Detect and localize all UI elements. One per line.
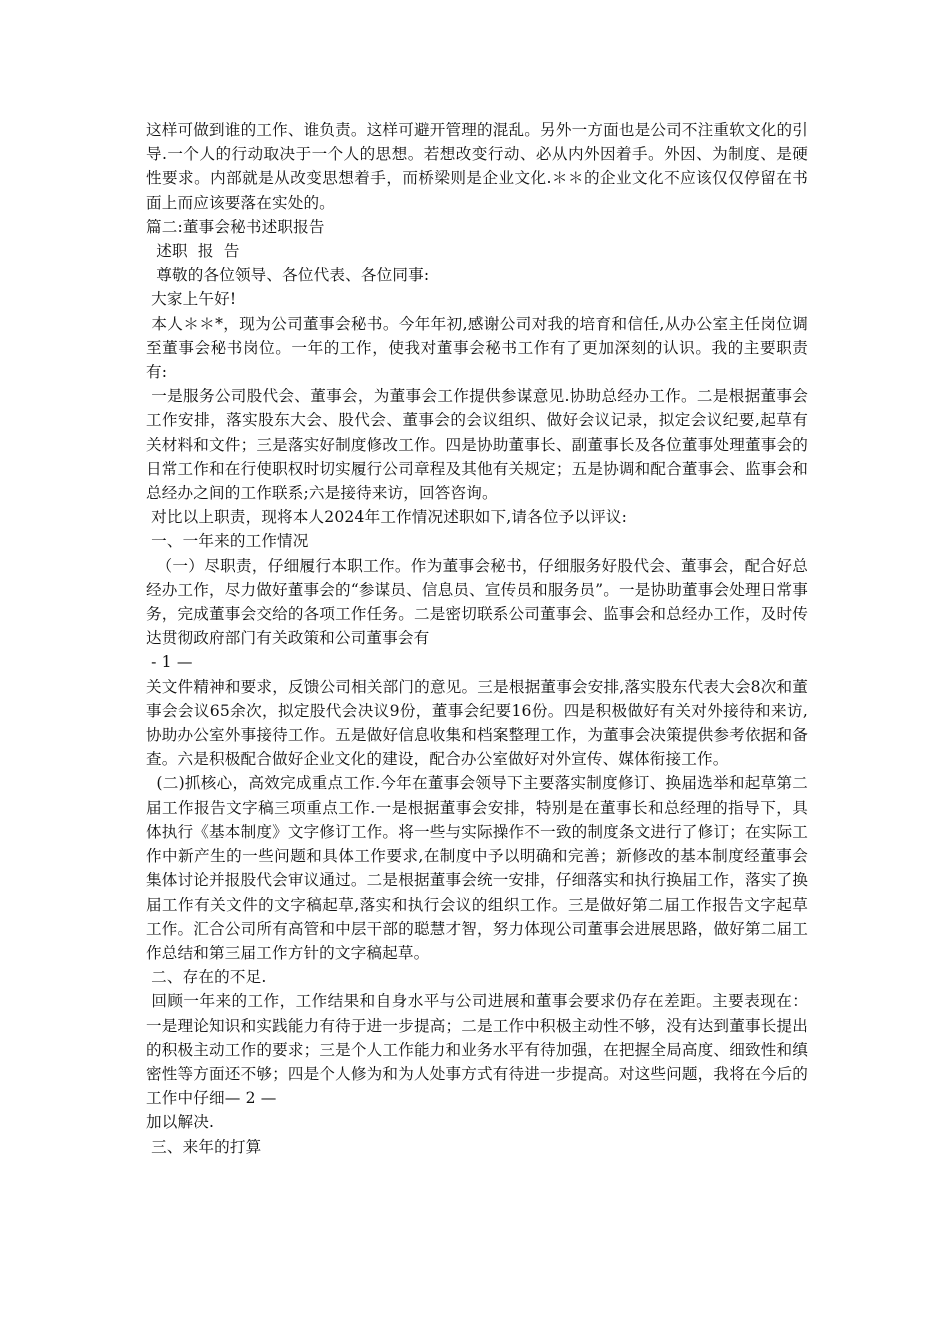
heading-shortcomings: 二、存在的不足.: [146, 968, 267, 987]
greeting: 大家上午好!: [146, 290, 237, 309]
report-title: 述职 报 告: [146, 242, 240, 261]
section-title: 篇二:董事会秘书述职报告: [146, 217, 325, 236]
paragraph-resolve: 加以解决.: [146, 1113, 215, 1132]
document-body: [146, 118, 808, 1159]
paragraph-review-intro: 对比以上职责，现将本人2024年工作情况述职如下,请各位予以评议:: [146, 508, 627, 527]
paragraph-shortcomings: 回顾一年来的工作，工作结果和自身水平与公司进展和董事会要求仍存在差距。主要表现在：一是理论知识和实践能力有待于进一步提高；二是工作中积极主动性不够，没有达到董事长提出的积极主动工作的要求；三是个人工作能力和业务水平有待加强，在把握全局高度、细致性和缜密性等方面还不够；四是个人修为和为人处事方式有待进一步提高。对这些问题，我将在今后的工作中仔细— 2 —: [146, 992, 808, 1108]
paragraph-duty-fulfillment-cont: 关文件精神和要求，反馈公司相关部门的意见。三是根据董事会安排,落实股东代表大会8次和董事会会议65余次，拟定股代会决议9份，董事会纪要16份。四是积极做好有关对外接待和来访,协助办公室外事接待工作。五是做好信息收集和档案整理工作，为董事会决策提供参考依据和备查。六是积极配合做好企业文化的建设，配合办公室做好对外宣传、媒体衔接工作。: [146, 677, 808, 769]
heading-work-status: 一、一年来的工作情况: [146, 532, 309, 551]
paragraph-key-work: (二)抓核心，高效完成重点工作.今年在董事会领导下主要落实制度修订、换届选举和起草第二届工作报告文字稿三项重点工作.一是根据董事会安排，特别是在董事长和总经理的指导下，具体执行《基本制度》文字修订工作。将一些与实际操作不一致的制度条文进行了修订；在实际工作中新产生的一些问题和具体工作要求,在制度中予以明确和完善；新修改的基本制度经董事会集体讨论并报股代会审议通过。二是根据董事会统一安排，仔细落实和执行换届工作，落实了换届工作有关文件的文字稿起草,落实和执行会议的组织工作。三是做好第二届工作报告文字起草工作。汇合公司所有高管和中层干部的聪慧才智，努力体现公司董事会进展思路，做好第二届工作总结和第三届工作方针的文字稿起草。: [146, 774, 808, 962]
page-number-1: - 1 —: [146, 653, 193, 672]
paragraph-duties: 一是服务公司股代会、董事会，为董事会工作提供参谋意见.协助总经办工作。二是根据董事会工作安排，落实股东大会、股代会、董事会的会议组织、做好会议记录，拟定会议纪要,起草有关材料和文件；三是落实好制度修改工作。四是协助董事长、副董事长及各位董事处理董事会的日常工作和在行使职权时切实履行公司章程及其他有关规定；五是协调和配合董事会、监事会和总经办之间的工作联系;六是接待来访，回答咨询。: [146, 387, 808, 503]
heading-next-year: 三、来年的打算: [146, 1137, 262, 1156]
paragraph-self-intro: 本人＊＊*，现为公司董事会秘书。今年年初,感谢公司对我的培育和信任,从办公室主任岗位调至董事会秘书岗位。一年的工作，使我对董事会秘书工作有了更加深刻的认识。我的主要职责有:: [146, 314, 808, 382]
paragraph-duty-fulfillment: （一）尽职责，仔细履行本职工作。作为董事会秘书，仔细服务好股代会、董事会，配合好总经办工作，尽力做好董事会的“参谋员、信息员、宣传员和服务员”。一是协助董事会处理日常事务，完成董事会交给的各项工作任务。二是密切联系公司董事会、监事会和总经办工作，及时传达贯彻政府部门有关政策和公司董事会有: [146, 556, 808, 648]
paragraph-intro: 这样可做到谁的工作、谁负责。这样可避开管理的混乱。另外一方面也是公司不注重软文化的引导.一个人的行动取决于一个人的思想。若想改变行动、必从内外因着手。外因、为制度、是硬性要求。内部就是从改变思想着手，而桥梁则是企业文化.＊＊的企业文化不应该仅仅停留在书面上而应该要落在实处的。: [146, 121, 808, 212]
salutation: 尊敬的各位领导、各位代表、各位同事:: [146, 266, 430, 285]
